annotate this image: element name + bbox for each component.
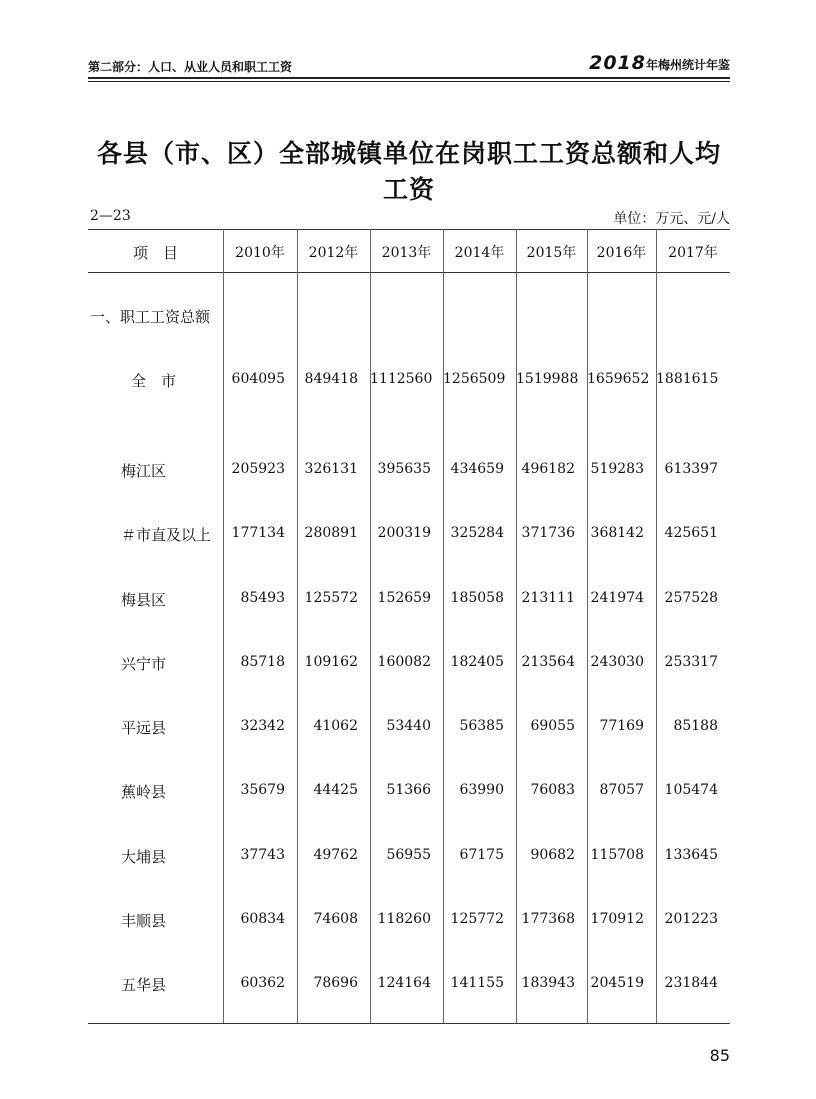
column-divider xyxy=(443,229,444,1023)
data-cell: 604095 xyxy=(231,371,285,387)
column-divider xyxy=(223,229,224,1023)
data-cell: 56385 xyxy=(459,718,504,734)
data-cell: 205923 xyxy=(231,461,285,477)
data-cell: 241974 xyxy=(590,590,644,606)
row-label: 平远县 xyxy=(121,719,167,737)
unit-label: 单位：万元、元/人 xyxy=(613,211,730,227)
data-cell: 519283 xyxy=(590,461,644,477)
data-cell: 51366 xyxy=(386,782,431,798)
column-divider xyxy=(297,229,298,1023)
data-cell: 105474 xyxy=(664,782,718,798)
data-cell: 90682 xyxy=(530,847,575,863)
column-divider xyxy=(516,229,517,1023)
data-cell: 77169 xyxy=(599,718,644,734)
data-cell: 368142 xyxy=(590,525,644,541)
data-cell: 183943 xyxy=(521,975,575,991)
data-cell: 76083 xyxy=(530,782,575,798)
row-label: 大埔县 xyxy=(121,848,167,866)
data-cell: 67175 xyxy=(459,847,504,863)
data-cell: 160082 xyxy=(377,654,431,670)
data-cell: 56955 xyxy=(386,847,431,863)
section-label: 一、职工工资总额 xyxy=(90,308,211,326)
data-cell: 69055 xyxy=(530,718,575,734)
data-cell: 371736 xyxy=(521,525,575,541)
data-cell: 49762 xyxy=(313,847,358,863)
data-cell: 425651 xyxy=(664,525,718,541)
page-title: 各县（市、区）全部城镇单位在岗职工工资总额和人均工资 xyxy=(96,139,721,204)
data-cell: 243030 xyxy=(590,654,644,670)
yearbook-title xyxy=(589,52,730,74)
column-header: 2012年 xyxy=(308,245,359,261)
data-cell: 32342 xyxy=(240,718,285,734)
data-cell: 41062 xyxy=(313,718,358,734)
data-cell: 44425 xyxy=(313,782,358,798)
data-cell: 118260 xyxy=(377,911,431,927)
column-divider xyxy=(656,229,657,1023)
data-cell: 200319 xyxy=(377,525,431,541)
column-header: 2015年 xyxy=(526,245,577,261)
data-cell: 1881615 xyxy=(656,371,719,387)
data-cell: 170912 xyxy=(590,911,644,927)
data-cell: 152659 xyxy=(377,590,431,606)
header-rule-thin xyxy=(88,81,730,82)
table-bottom-rule xyxy=(88,1023,730,1024)
header-rule xyxy=(88,77,730,79)
column-header: 2016年 xyxy=(596,245,647,261)
column-divider xyxy=(370,229,371,1023)
data-cell: 395635 xyxy=(377,461,431,477)
row-label: 全 市 xyxy=(131,372,177,390)
data-cell: 37743 xyxy=(240,847,285,863)
table-number: 2—23 xyxy=(90,208,131,224)
data-cell: 185058 xyxy=(450,590,504,606)
data-cell: 109162 xyxy=(304,654,358,670)
data-cell: 496182 xyxy=(521,461,575,477)
data-cell: 1659652 xyxy=(587,371,650,387)
data-cell: 53440 xyxy=(386,718,431,734)
column-header: 2010年 xyxy=(235,245,285,261)
column-header: 2017年 xyxy=(668,245,718,261)
data-cell: 201223 xyxy=(664,911,718,927)
row-label: 五华县 xyxy=(121,976,167,994)
column-header: 2014年 xyxy=(454,245,505,261)
data-cell: 177368 xyxy=(521,911,575,927)
data-cell: 253317 xyxy=(664,654,718,670)
data-cell: 125772 xyxy=(450,911,504,927)
row-label: 丰顺县 xyxy=(121,912,167,930)
data-cell: 213564 xyxy=(521,654,575,670)
row-label: 梅江区 xyxy=(121,462,167,480)
data-cell: 849418 xyxy=(304,371,358,387)
data-cell: 213111 xyxy=(521,590,575,606)
data-cell: 177134 xyxy=(231,525,285,541)
yearbook-year: 2018 xyxy=(589,52,646,74)
column-divider xyxy=(587,229,588,1023)
data-cell: 1519988 xyxy=(516,371,579,387)
data-cell: 63990 xyxy=(459,782,504,798)
data-cell: 124164 xyxy=(377,975,431,991)
data-cell: 182405 xyxy=(450,654,504,670)
data-cell: 141155 xyxy=(450,975,504,991)
data-cell: 115708 xyxy=(590,847,644,863)
data-cell: 257528 xyxy=(664,590,718,606)
data-cell: 133645 xyxy=(664,847,718,863)
data-cell: 613397 xyxy=(664,461,718,477)
item-header: 项 目 xyxy=(132,244,178,262)
table-top-rule xyxy=(88,229,730,230)
page-number: 85 xyxy=(709,1046,730,1065)
row-label: 梅县区 xyxy=(121,591,167,609)
table-header-rule xyxy=(88,272,730,273)
data-cell: 280891 xyxy=(304,525,358,541)
data-cell: 125572 xyxy=(304,590,358,606)
data-cell: 1256509 xyxy=(443,371,506,387)
data-cell: 231844 xyxy=(664,975,718,991)
data-cell: 85188 xyxy=(673,718,718,734)
running-header xyxy=(88,52,730,76)
data-cell: 326131 xyxy=(304,461,358,477)
data-cell: 1112560 xyxy=(370,371,433,387)
row-label: 蕉岭县 xyxy=(121,783,167,801)
data-cell: 60834 xyxy=(240,911,285,927)
data-cell: 434659 xyxy=(450,461,504,477)
data-cell: 87057 xyxy=(599,782,644,798)
column-header: 2013年 xyxy=(381,245,432,261)
data-cell: 35679 xyxy=(240,782,285,798)
data-cell: 325284 xyxy=(450,525,504,541)
data-cell: 78696 xyxy=(313,975,358,991)
data-cell: 85493 xyxy=(240,590,285,606)
data-cell: 60362 xyxy=(240,975,285,991)
data-cell: 204519 xyxy=(590,975,644,991)
section-title: 第二部分：人口、从业人员和职工工资 xyxy=(88,60,293,74)
row-label: ＃市直及以上 xyxy=(121,526,212,544)
data-cell: 85718 xyxy=(240,654,285,670)
data-cell: 74608 xyxy=(313,911,358,927)
row-label: 兴宁市 xyxy=(121,655,167,673)
yearbook-name: 年梅州统计年鉴 xyxy=(645,58,730,72)
